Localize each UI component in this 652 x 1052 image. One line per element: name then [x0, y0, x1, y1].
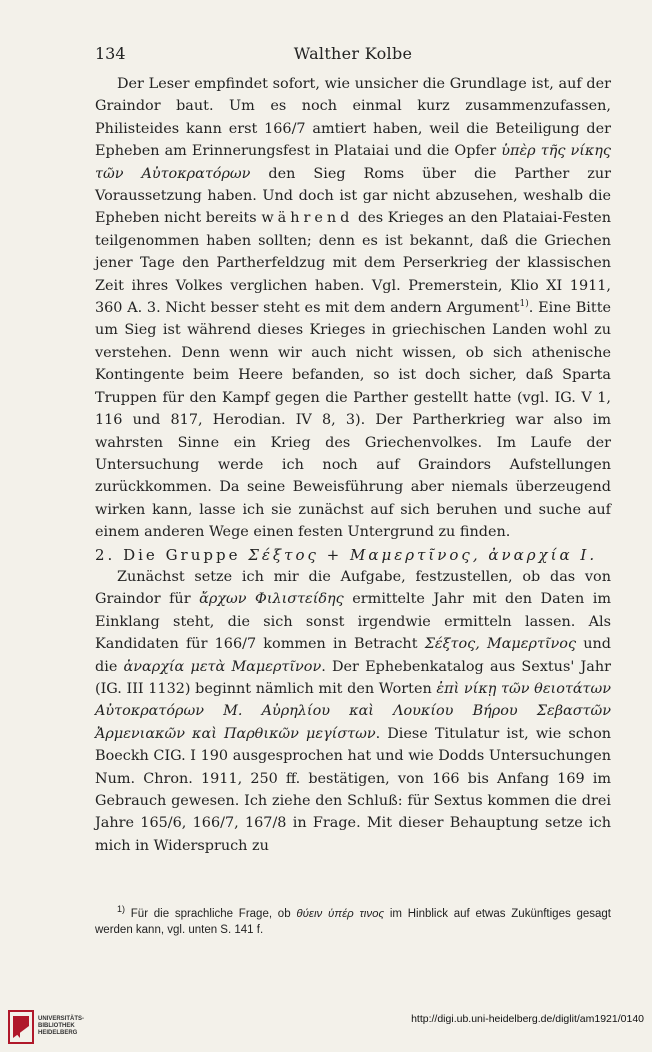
text-run: . Eine Bitte um Sieg ist während dieses Krieges in griechischen Landen wohl zu verstehen. Denn wenn wir auch nicht wissen, ob sich athenische Kontingente beim Heere befanden, so ist doch sicher, daß Sparta Truppen für den Kampf gegen die Parther gestellt hatte (vgl. IG. V 1, 116 und 817, Herodian. IV 8, 3). Der Partherkrieg war also im wahrsten Sinne ein Krieg des Griechenvolkes. Im Laufe der Untersuchung werde ich noch auf Graindors Aufstellungen zurückkommen. Da seine Beweisführung aber niemals überzeugend wirken kann, lasse ich sie zunächst auf sich beruhen und suche auf einem anderen Wege einen festen Untergrund zu finden. — [95, 300, 611, 541]
text-run: des Krieges an den Plataiai-Festen teilgenommen haben sollten; denn es ist bekannt, daß die Griechen jener Tage den Partherfeldzug mit dem Perserkrieg der klassischen Zeit ihres Volkes verglichen haben. Vgl. Premerstein, Klio XI 1911, 360 A. 3. Nicht besser steht es mit dem andern Argument — [95, 210, 611, 317]
footnote-mark: 1) — [117, 904, 126, 915]
paragraph-1 — [95, 73, 611, 544]
section-title: Die Gruppe — [123, 545, 249, 564]
library-logo[interactable] — [8, 1010, 108, 1048]
greek-phrase: ἐπὶ νίκῃ τῶν θειοτάτων Αὐτοκρατόρων Μ. Αὐρηλίου καὶ Λουκίου Βήρου Σεβαστῶν Ἀρμενιακῶν καὶ Παρθικῶν μεγίστων — [95, 680, 611, 742]
text-run: und die — [95, 636, 611, 675]
section-number: 2. — [95, 545, 116, 564]
text-run: Für die sprachliche Frage, ob — [125, 908, 297, 920]
text-run: . Diese Titulatur ist, wie schon Boeckh CIG. I 190 ausgesprochen hat und wie Dodds Untersuchungen Num. Chron. 1911, 250 ff. bestätigen, von 166 bis Anfang 169 im Gebrauch gewesen. Ich ziehe den Schluß: für Sextus kommen die drei Jahre 165/6, 166/7, 167/8 in Frage. Mit dieser Behauptung setze ich mich in Widerspruch zu — [95, 725, 612, 854]
library-name: UNIVERSITÄTS- BIBLIOTHEK HEIDELBERG — [38, 1016, 85, 1036]
greek-phrase: Σέξτος, Μαμερτῖνος — [424, 636, 577, 653]
footnote — [95, 906, 611, 938]
footnote-reference[interactable]: 1) — [519, 299, 529, 310]
page-header — [95, 44, 611, 66]
running-title: Walther Kolbe — [293, 44, 413, 63]
paragraph-2 — [95, 566, 611, 857]
text-run: . Der Ephebenkatalog aus Sextus' Jahr (IG. III 1132) beginnt nämlich mit den Worten — [95, 658, 611, 697]
library-emblem-icon — [8, 1010, 34, 1044]
greek-phrase: ἄρχων Φιλιστείδης — [199, 591, 344, 608]
spaced-emphasis: während — [261, 210, 354, 227]
text-run: ermittelte Jahr mit den Daten im Einklang steht, die sich sonst irgendwie ermitteln lassen. Als Kandidaten für 166/7 kommen in Betracht — [95, 591, 612, 653]
section-title-greek: Σέξτος + Μαμερτῖνος, ἀναρχία I. — [248, 545, 598, 564]
text-run: im Hinblick auf etwas Zukünftiges gesagt werden kann, vgl. unten S. 141 f. — [95, 908, 612, 936]
source-url-link[interactable]: http://digi.ub.uni-heidelberg.de/diglit/am1921/0140 — [411, 1013, 644, 1025]
text-run: den Sieg Roms über die Parther zur Voraussetzung haben. Und doch ist gar nicht abzusehen, weshalb die Epheben nicht bereits — [95, 165, 611, 227]
greek-phrase: ἀναρχία μετὰ Μαμερτῖνον — [123, 658, 322, 675]
greek-phrase: θύειν ὑπέρ τινος — [296, 908, 385, 920]
greek-phrase: ὑπὲρ τῆς νίκης τῶν Αὐτοκρατόρων — [95, 143, 611, 182]
text-run: Der Leser empfindet sofort, wie unsicher die Grundlage ist, auf der Graindor baut. Um es noch einmal kurz zusammenzufassen, Philisteides kann erst 166/7 amtiert haben, weil die Beteiligung der Epheben am Erinnerungsfest in Plataiai und die Opfer — [95, 76, 611, 160]
text-run: Zunächst setze ich mir die Aufgabe, festzustellen, ob das von Graindor für — [95, 568, 611, 608]
main-text — [95, 73, 611, 857]
section-heading — [95, 544, 611, 566]
page-number: 134 — [95, 44, 126, 63]
